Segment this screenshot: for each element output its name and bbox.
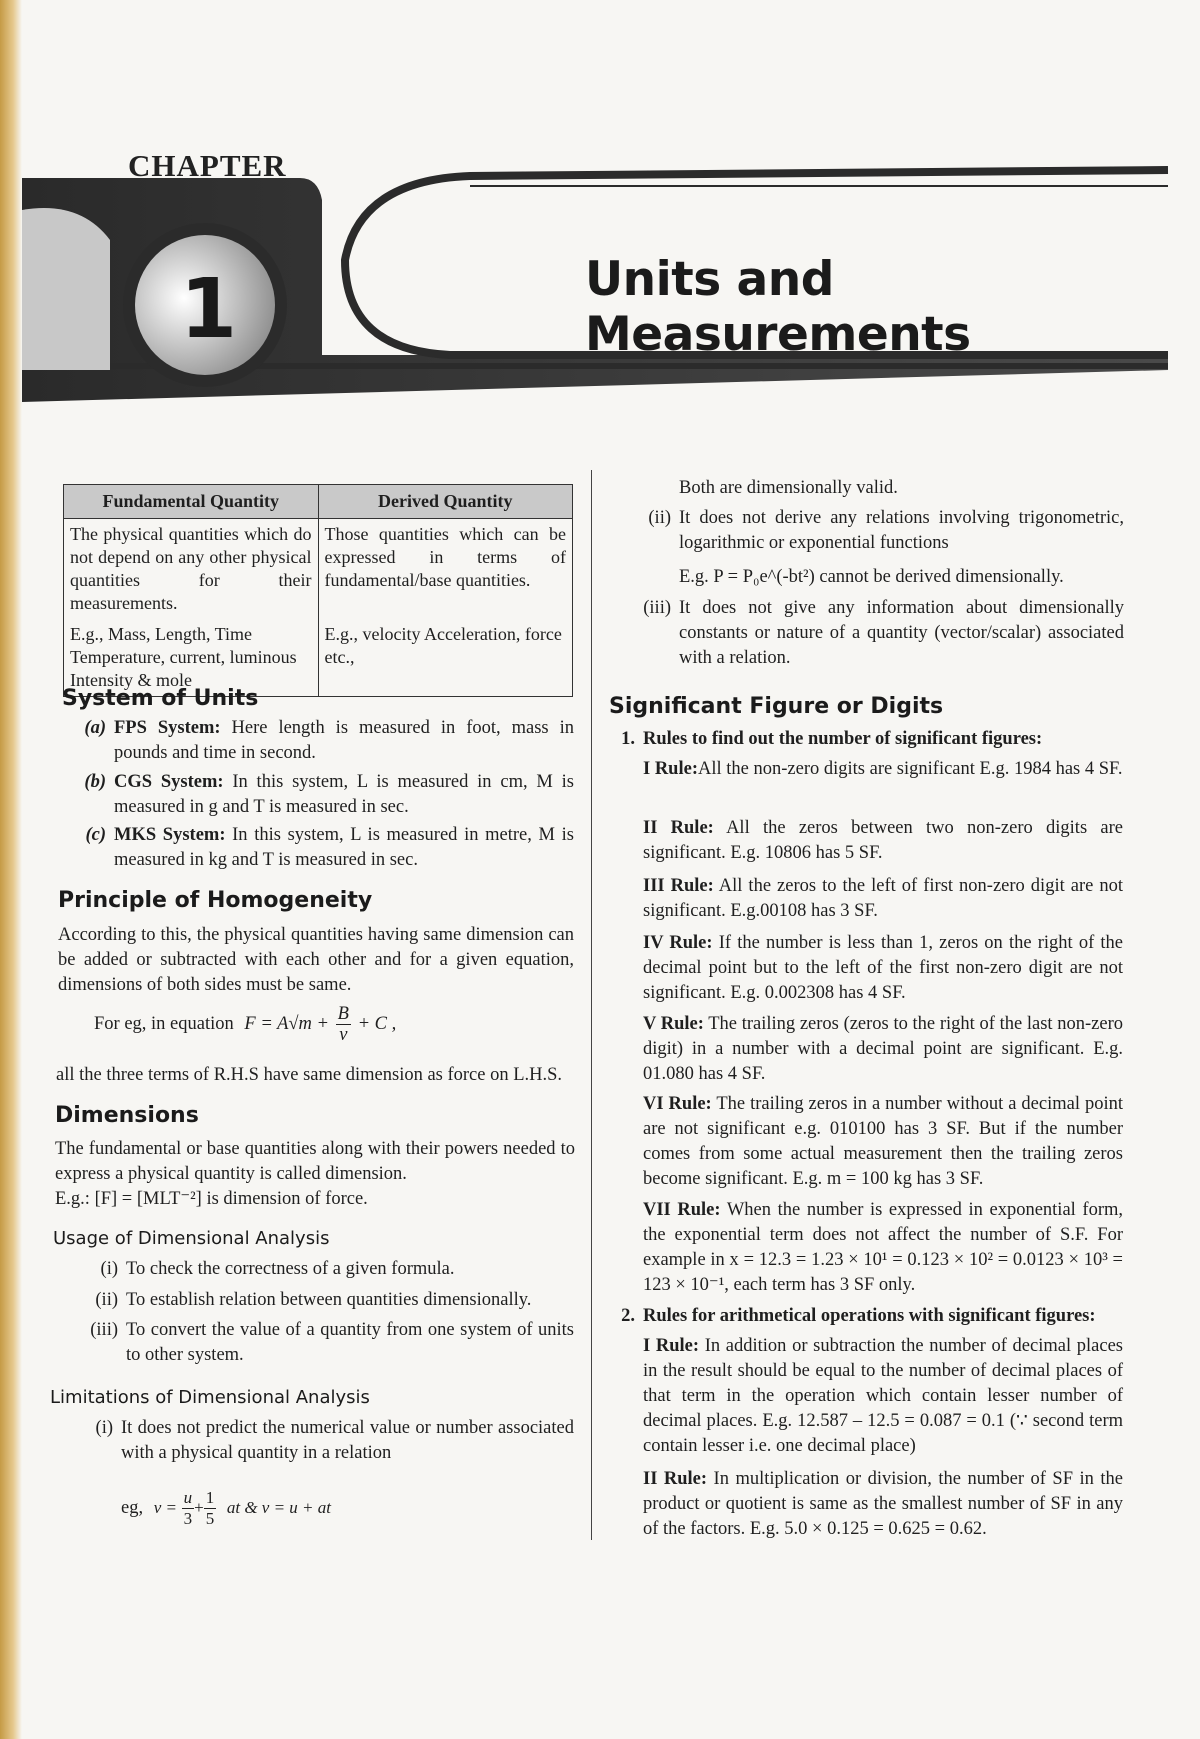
rule-text: The trailing zeros (zeros to the right of the last non-zero digit) in a number with a decimal point are significant. E.g. 01.080 has 4 SF. (643, 1014, 1124, 1084)
homogeneity-text: According to this, the physical quantities having same dimension can be added or subtracted with each other and for a given equation, dimensions of both sides must be same. (58, 925, 574, 995)
rule-term: IV Rule: (643, 933, 713, 953)
rule (643, 1334, 1123, 1459)
table-cell: Those quantities which can be expressed in terms of fundamental/base quantities. (318, 519, 573, 620)
equation-lhs: F = A√m + (244, 1013, 330, 1034)
list-marker: (ii) (648, 508, 671, 528)
list-marker: (i) (100, 1259, 118, 1279)
rule-text: In addition or subtraction the number of decimal places in the result should be equal to the number of decimal places of that term in the operation which contain lesser number of decimal places. E.g. 12.587 – 12.5 = 0.087 = 0.1 (∵ second term contain lesser i.e. one decimal place) (643, 1336, 1123, 1456)
fraction-denominator: v (339, 1025, 348, 1045)
rule-term: VII Rule: (643, 1200, 721, 1220)
table-cell: The physical quantities which do not depend on any other physical quantities for their measurements. (64, 519, 319, 620)
equation-prefix: For eg, in equation (94, 1013, 234, 1034)
list-marker: (i) (95, 1418, 113, 1438)
rules-heading (621, 1304, 1143, 1329)
homogeneity-after: all the three terms of R.H.S have same dimension as force on L.H.S. (56, 1065, 563, 1085)
heading-system-of-units: System of Units (62, 686, 259, 711)
fraction-denominator: 3 (183, 1509, 193, 1528)
list-marker: (c) (85, 825, 106, 845)
heading-homogeneity: Principle of Homogeneity (58, 888, 373, 913)
list-marker: (iii) (90, 1320, 118, 1340)
quantity-table (63, 484, 573, 697)
list-marker: 2. (621, 1306, 635, 1326)
equation-fraction (336, 1004, 351, 1045)
fraction-numerator: B (337, 1004, 349, 1024)
rule (643, 874, 1123, 924)
rule-text: When the number is expressed in exponential form, the exponential term does not affect the number of S.F. For example in x = 12.3 = 1.23 × 10¹ = 0.123 × 10² = 0.0123 × 10³ = 123 × 10⁻¹, each term has 3 SF only. (643, 1200, 1124, 1295)
example-rest: at & v = u + at (226, 1497, 332, 1517)
rule (643, 1092, 1123, 1192)
list-term: CGS System: (114, 772, 224, 792)
limitations-item2-example: E.g. P = P₀e^(-bt²) cannot be derived dimensionally. (679, 567, 1064, 587)
fraction-numerator: 1 (205, 1488, 215, 1507)
list-text: Here length is measured in foot, mass in pounds and time in second. (114, 718, 574, 763)
chapter-title: Units and Measurements (585, 252, 971, 362)
table-cell: E.g., Mass, Length, Time Temperature, current, luminous Intensity & mole (64, 619, 319, 697)
rule (643, 1012, 1123, 1087)
rule (643, 1467, 1123, 1542)
rule-text: The trailing zeros in a number without a decimal point are not significant e.g. 010100 has 3 SF. But if the number comes from some actual measurement then the trailing zeros become significant. E.g. m = 100 kg has 3 SF. (643, 1094, 1123, 1189)
example-prefix: eg, (121, 1497, 144, 1518)
limitations-example (121, 1488, 331, 1529)
dimensions-text: The fundamental or base quantities along with their powers needed to express a physical quantity is called dimension. (55, 1139, 575, 1184)
rule (643, 1198, 1123, 1298)
list-item (100, 1257, 574, 1282)
rule-term: I Rule: (643, 1336, 700, 1356)
heading-limitations: Limitations of Dimensional Analysis (50, 1387, 370, 1408)
list-text: It does not give any information about dimensionally constants or nature of a quantity (vector/scalar) associated with a relation. (679, 598, 1124, 668)
fraction-denominator: 5 (205, 1509, 215, 1528)
list-item (95, 1416, 574, 1466)
list-marker: (a) (84, 718, 106, 738)
list-text: It does not predict the numerical value or number associated with a physical quantity in a relation (121, 1418, 574, 1463)
list-item (643, 596, 1124, 671)
list-term: MKS System: (114, 825, 226, 845)
table-cell: E.g., velocity Acceleration, force etc., (318, 619, 573, 697)
fraction-numerator: u (183, 1488, 193, 1507)
chapter-number: 1 (180, 262, 238, 357)
list-marker: 1. (621, 729, 635, 749)
example-v: v = (153, 1497, 177, 1517)
rule-term: III Rule: (643, 876, 714, 896)
list-item (84, 716, 574, 766)
limitations-valid: Both are dimensionally valid. (679, 478, 898, 498)
heading-usage: Usage of Dimensional Analysis (53, 1228, 330, 1249)
fraction (204, 1488, 217, 1529)
list-item (90, 1318, 574, 1368)
table-header-derived: Derived Quantity (318, 485, 573, 519)
equation-rhs: + C , (357, 1013, 397, 1034)
rules-title: Rules to find out the number of significant figures: (643, 729, 1043, 749)
list-item (85, 823, 574, 873)
rule (643, 757, 1123, 782)
table-header-fundamental: Fundamental Quantity (64, 485, 319, 519)
homogeneity-equation (94, 1004, 396, 1045)
example-plus: + (194, 1497, 204, 1517)
rule-text: All the non-zero digits are significant E.g. 1984 has 4 SF. (698, 759, 1123, 779)
rule (643, 816, 1123, 866)
list-text: In this system, L is measured in cm, M is measured in g and T is measured in sec. (114, 772, 574, 817)
rule-text: If the number is less than 1, zeros on the right of the decimal point but to the left of the first non-zero digit are not significant. E.g. 0.002308 has 4 SF. (643, 933, 1124, 1003)
list-text: To convert the value of a quantity from one system of units to other system. (126, 1320, 574, 1365)
rules-title: Rules for arithmetical operations with significant figures: (643, 1306, 1096, 1326)
rule-text: All the zeros to the left of first non-zero digit are not significant. E.g.00108 has 3 SF. (643, 876, 1123, 921)
rule-term: V Rule: (643, 1014, 704, 1034)
column-divider (591, 470, 592, 1540)
list-item (84, 770, 574, 820)
rule-text: In multiplication or division, the number of SF in the product or quotient is same as the smallest number of SF in any of the factors. E.g. 5.0 × 0.125 = 0.625 = 0.62. (643, 1469, 1123, 1539)
rule-term: II Rule: (643, 1469, 708, 1489)
list-text: In this system, L is measured in metre, M is measured in kg and T is measured in sec. (114, 825, 574, 870)
list-term: FPS System: (114, 718, 221, 738)
list-marker: (iii) (643, 598, 671, 618)
list-text: It does not derive any relations involving trigonometric, logarithmic or exponential functions (679, 508, 1124, 553)
list-text: To establish relation between quantities dimensionally. (126, 1290, 532, 1310)
list-marker: (ii) (95, 1290, 118, 1310)
chapter-label: CHAPTER (128, 148, 287, 183)
rule-term: I Rule: (643, 759, 698, 779)
rule-term: VI Rule: (643, 1094, 712, 1114)
rules-heading (621, 727, 1143, 752)
list-item (95, 1288, 574, 1313)
fraction (182, 1488, 195, 1529)
list-item (648, 506, 1124, 556)
rule-text: All the zeros between two non-zero digits are significant. E.g. 10806 has 5 SF. (643, 818, 1123, 863)
list-text: To check the correctness of a given formula. (126, 1259, 455, 1279)
rule (643, 931, 1123, 1006)
list-marker: (b) (84, 772, 106, 792)
heading-dimensions: Dimensions (55, 1103, 199, 1128)
heading-significant: Significant Figure or Digits (609, 694, 944, 719)
rule-term: II Rule: (643, 818, 714, 838)
dimensions-example: E.g.: [F] = [MLT⁻²] is dimension of force. (55, 1189, 368, 1209)
